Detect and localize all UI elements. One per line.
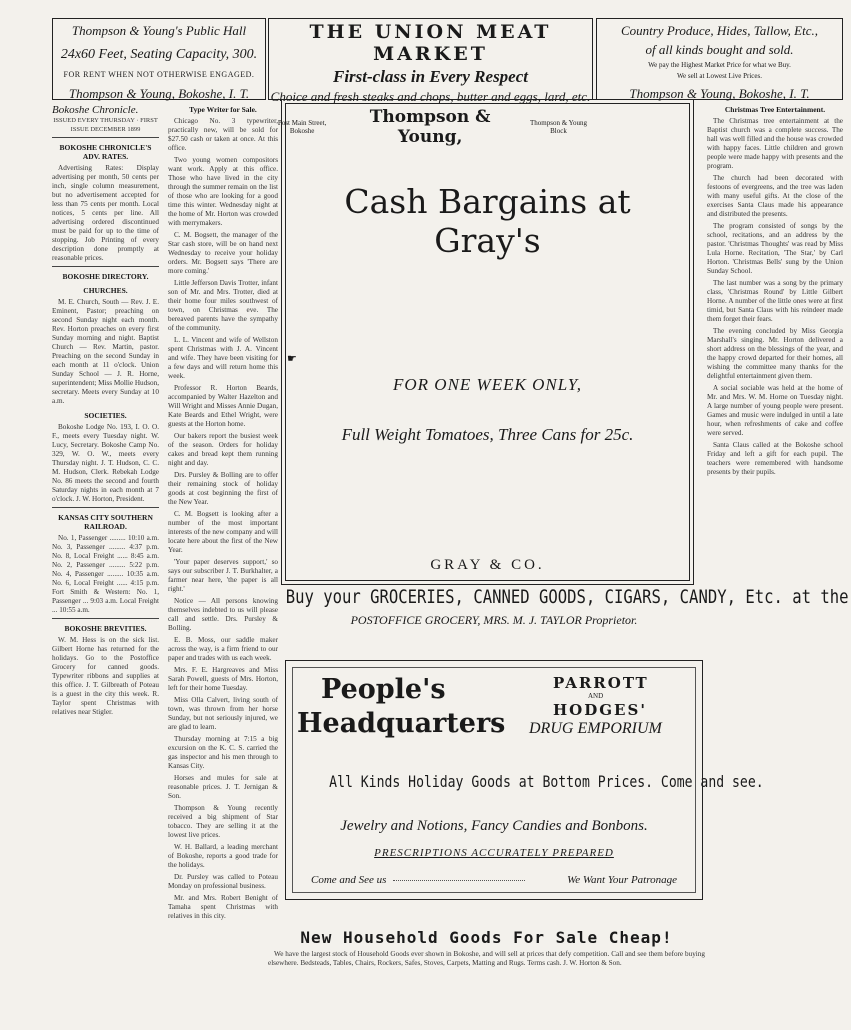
grays-offer: Full Weight Tomatoes, Three Cans for 25c. [341,425,634,444]
produce-subtitle: of all kinds bought and sold. [645,42,794,57]
right-item-1: The Christmas tree entertainment at the Baptist church was a complete success. The hall was well filled and the house was crowded with happy faces. Little children and grown people were made happy with presents and the program. [707,117,843,170]
grays-week: FOR ONE WEEK ONLY, [393,375,582,394]
meat-market-location: Post Main Street, Bokoshe [277,119,327,135]
masthead: Bokoshe Chronicle. [52,104,139,116]
christmas-tree-heading: Christmas Tree Entertainment. [724,105,826,114]
directory-heading: BOKOSHE DIRECTORY. [62,272,149,281]
produce-owner: Thompson & Young, Bokoshe, I. T. [629,86,810,101]
public-hall-size: 24x60 Feet, Seating Capacity, 300. [60,47,258,62]
rates-heading: BOKOSHE CHRONICLE'S ADV. RATES. [59,143,152,161]
produce-title: Country Produce, Hides, Tallow, Etc., [620,23,819,38]
produce-pay-line: We pay the Highest Market Price for what we Buy. [648,61,791,69]
mid-item-5: L. L. Vincent and wife of Wellston spent Christmas with J. A. Vincent and wife. They have been visiting for a few days and will return home this week. [168,336,278,380]
holiday-goods-line: All Kinds Holiday Goods at Bottom Prices. Come and see. [329,772,764,791]
come-see-us: Come and See us [311,874,387,886]
public-hall-owner: Thompson & Young, Bokoshe, I. T. [68,86,250,101]
grays-cash-bargains-ad [285,103,690,581]
mid-item-20: Mr. and Mrs. Robert Benight of Tamaha spent Christmas with relatives in this city. [168,894,278,920]
parrott-name: PARROTT [553,674,649,692]
mid-item-12: E. B. Moss, our saddle maker across the way, is a firm friend to our paper and trades with us each week. [168,636,278,662]
headquarters-word: Headquarters [297,708,506,739]
meat-market-block: Thompson & Young Block [530,119,587,135]
churches-body: M. E. Church, South — Rev. J. E. Eminent, Pastor; preaching on second Sunday night each month. Rev. Horton preaches on every first Sunday morning and night. Baptist Church — Rev. Martin, pastor. Preaching on the second Sunday in each month at 11 o'clock. Union Sunday School — J. R. Horne, superintendent; Miss Mollie Hudson, secretary. Meets every Sunday at 10 a.m. [52,298,159,405]
jewelry-line: Jewelry and Notions, Fancy Candies and Bonbons. [340,818,648,834]
new-household-goods-text [268,950,705,1026]
brevities-body: W. M. Hess is on the sick list. Gilbert Horne has returned for the holidays. Go to the Postoffice Grocery for canned goods. Typewriter ribbons and supplies at this office. J. T. Gilbreath of Poteau is a guest in the city this week. R. Taylor spent Christmas with relatives near Stigler. [52,636,159,716]
postoffice-grocery-ad [285,586,849,654]
mid-item-3: C. M. Bogsett, the manager of the Star cash store, will be on hand next Wednesday to receive your holiday orders. Mr. Bogsett says 'There are more coming.' [168,231,278,275]
public-hall-title: Thompson & Young's Public Hall [71,23,247,38]
right-item-6: A social sociable was held at the home of Mr. and Mrs. W. M. Horne on Tuesday night. A large number of young people were present. Games and music were indulged in until a late hour, when refreshments of cake and coffee were served. [707,384,843,437]
meat-market-title: THE UNION MEAT MARKET [309,21,552,65]
mid-item-11: Notice — All persons knowing themselves indebted to us will please call and settle. Drs. Pursley & Bolling. [168,597,278,632]
right-item-7: Santa Claus called at the Bokoshe school Friday and left a gift for each pupil. The teachers were remembered with handsome presents by their pupils. [707,441,843,476]
railway-heading: KANSAS CITY SOUTHERN RAILROAD. [58,513,153,531]
mid-item-14: Miss Olla Calvert, living south of town, was thrown from her horse Sunday, but not seriously injured, we are glad to learn. [168,696,278,731]
right-column [707,100,843,1030]
postoffice-proprietor: POSTOFFICE GROCERY, MRS. M. J. TAYLOR Proprietor. [350,613,638,627]
prescriptions-line: PRESCRIPTIONS ACCURATELY PREPARED [374,847,614,859]
mid-item-6: Professor R. Horton Beards, accompanied by Walter Hazelton and Will Wright and Misses Annie Dugan, Kate Beards and Ethel Wright, were guests at the Horton home. [168,384,278,428]
typewriter-heading: Type Writer for Sale. [189,105,257,114]
public-hall-rent: FOR RENT WHEN NOT OTHERWISE ENGAGED. [63,70,255,79]
mid-item-8: Drs. Pursley & Bolling are to offer their remaining stock of holiday goods at cost beginning the first of the New Year. [168,471,278,506]
right-item-3: The program consisted of songs by the school, recitations, and an address by the pastor. 'Christmas Thoughts' was read by Miss Lula Horne. Recitation, 'The Star,' by Carl Horton. 'Christmas Bells' sung by the Union Sunday School. [707,222,843,275]
meat-market-tagline: First-class in Every Respect [332,67,528,86]
meat-market-products: Choice and fresh steaks and chops, butter and eggs, lard, etc. [270,89,591,104]
hodges-name: HODGES' [553,701,647,719]
and-word: AND [588,692,604,700]
peoples-headquarters-ad [285,660,764,900]
mid-item-17: Thompson & Young recently received a big shipment of Star tobacco. They are selling it at the lowest live prices. [168,804,278,839]
drug-emporium: DRUG EMPORIUM [529,720,662,737]
right-item-2: The church had been decorated with festoons of evergreens, and the tree was laden with many useful gifts. At the close of the exercises Santa Claus made his appearance and distributed the presents. [707,174,843,218]
mid-item-4: Little Jefferson Davis Trotter, infant son of Mr. and Mrs. Trotter, died at their home four miles southwest of town, on Christmas eve. The bereaved parents have the sympathy of the community. [168,279,278,332]
right-item-5: The evening concluded by Miss Georgia Marshall's singing. Mr. Horton delivered a short address on the blessings of the year, and the happy crowd departed for their homes, all wishing the committee many thanks for the delightful entertainment given them. [707,327,843,380]
grays-company: GRAY & CO. [430,557,545,573]
produce-sell-line: We sell at Lowest Live Prices. [677,72,762,80]
mid-item-15: Thursday morning at 7:15 a big excursion on the K. C. S. carried the gas inspector and his men through to Kansas City. [168,735,278,770]
railway-body: No. 1, Passenger ......... 10:10 a.m. No. 3, Passenger ......... 4:37 p.m. No. 8, Local Freight ...... 8:45 a.m. No. 2, Passenger ......... 5:22 p.m. No. 4, Passenger ......... 10:35 a.m. No. 6, Local Freight ...... 4:15 p.m. Fort Smith & Western: No. 1, Passenger ... 9:03 a.m. Local Freight ... 10:55 a.m. [52,534,159,614]
mid-item-19: Dr. Pursley was called to Poteau Monday on professional business. [168,873,278,890]
mid-item-10: 'Your paper deserves support,' so says our subscriber J. T. Burkhalter, a farmer near here, 'the paper is all right.' [168,558,278,593]
churches-heading: CHURCHES. [83,286,128,295]
masthead-sub: ISSUED EVERY THURSDAY · FIRST ISSUE DECEMBER 1899 [53,117,158,133]
mid-item-1: Chicago No. 3 typewriter, practically new, will be sold for $27.50 cash or taken at once. At this office. [168,117,278,152]
brevities-heading: BOKOSHE BREVITIES. [64,624,147,633]
public-hall-ad [52,18,266,100]
meat-market-owner: Thompson & Young, [369,107,491,147]
middle-column [168,100,278,1030]
pointing-hand-icon: ☛ [287,353,297,365]
country-produce-ad [596,18,843,100]
mid-item-2: Two young women compositors want work. Apply at this office. Those who have lived in the city through the summer remain on the list of those who are looking for a good time this winter. Wednesday night at the home of Mr. Horton was crowded with merrymakers. [168,156,278,227]
peoples-word: People's [321,674,446,705]
societies-body: Bokoshe Lodge No. 193, I. O. O. F., meets every Tuesday night. W. Lucy, Secretary. Bokoshe Camp No. 329, W. O. W., meets every Thursday night. J. T. Hudson, C. C. M. Hudson, Clerk. Rebekah Lodge No. 86 meets the second and fourth Saturday nights in each month at 7 o'clock. J. W. Horton, President. [52,423,159,503]
mid-item-18: W. H. Ballard, a leading merchant of Bokoshe, reports a good trade for the holidays. [168,843,278,869]
new-household-body: We have the largest stock of Household Goods ever shown in Bokoshe, and will sell at prices that defy competition. Call and see them before buying elsewhere. Bedsteads, Tables, Chairs, Rockers, Safes, Stoves, Carpets, Matting and Rugs. Terms cash. J. W. Horton & Son. [268,950,705,967]
want-patronage: We Want Your Patronage [567,874,677,886]
rates-body: Advertising Rates: Display advertising per month, 50 cents per inch, single column measurement, but no advertisement accepted for less than 75 cents per month. Local notices, 5 cents per line. All advertising ordered discontinued must be paid for up to the time of stopping. Job Printing of every description done promptly at reasonable prices. [52,164,159,262]
mid-item-13: Mrs. F. E. Hargreaves and Miss Sarah Powell, guests of Mrs. Horton, left for their home Tuesday. [168,666,278,692]
mid-item-7: Our bakers report the busiest week of the season. Orders for holiday cakes and bread kept them running night and day. [168,432,278,467]
mid-item-9: C. M. Bogsett is looking after a number of the most important interests of the new company and will locate here about the first of the New Year. [168,510,278,554]
new-household-goods-heading: New Household Goods For Sale Cheap! [300,928,673,947]
societies-heading: SOCIETIES. [84,411,127,420]
union-meat-market-ad [268,18,593,147]
grays-title: Cash Bargains at Gray's [344,182,631,260]
left-column [52,103,159,1023]
right-item-4: The last number was a song by the primary class, 'Christmas Round' by Little Gilbert Horne. A number of the little ones were at first timid, but Santa Claus with his reindeer made them forget their fears. [707,279,843,323]
mid-item-16: Horses and mules for sale at reasonable prices. J. T. Jernigan & Son. [168,774,278,800]
postoffice-headline: Buy your GROCERIES, CANNED GOODS, CIGARS, CANDY, Etc. at the [285,586,849,608]
